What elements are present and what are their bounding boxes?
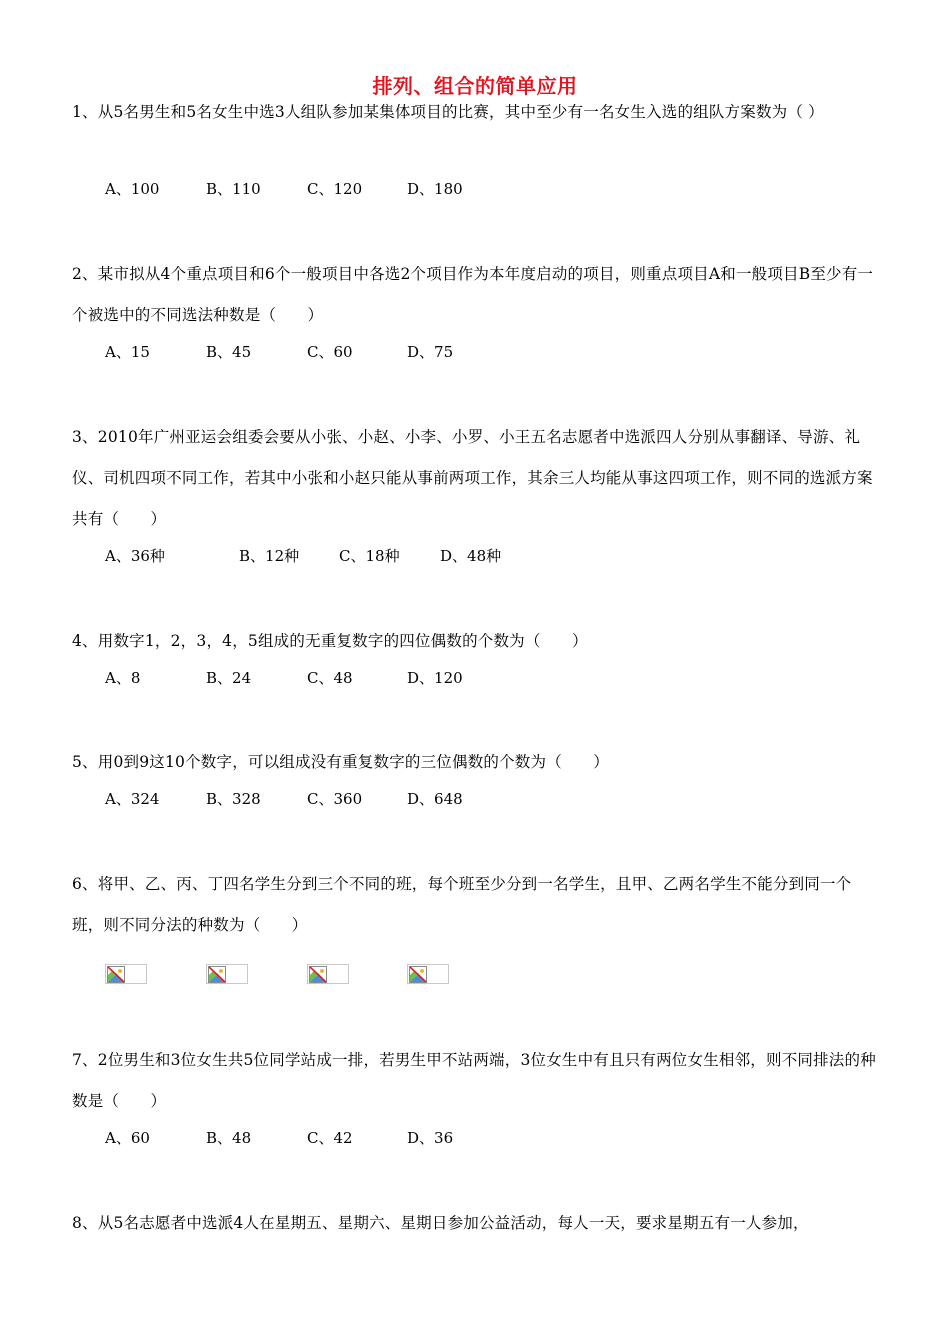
question-8 bbox=[72, 1203, 882, 1244]
option-b: B、24 bbox=[206, 669, 252, 687]
option-a: A、100 bbox=[105, 180, 160, 198]
option-a: A、15 bbox=[105, 343, 150, 361]
option-b: B、328 bbox=[206, 790, 261, 808]
question-3 bbox=[72, 417, 882, 540]
broken-image-icon bbox=[407, 964, 449, 984]
broken-image-icon bbox=[105, 964, 147, 984]
option-c: C、120 bbox=[307, 180, 363, 198]
page-title: 排列、组合的简单应用 bbox=[372, 74, 578, 98]
question-stem: 5、用0到9这10个数字，可以组成没有重复数字的三位偶数的个数为（ ） bbox=[72, 753, 610, 771]
question-5 bbox=[72, 742, 882, 783]
option-a: A、60 bbox=[105, 1129, 150, 1147]
broken-image-icon bbox=[206, 964, 248, 984]
question-stem: 4、用数字1，2，3，4，5组成的无重复数字的四位偶数的个数为（ ） bbox=[72, 632, 588, 650]
option-c: C、360 bbox=[307, 790, 363, 808]
question-stem: 1、从5名男生和5名女生中选3人组队参加某集体项目的比赛，其中至少有一名女生入选的组队方案数为（ ） bbox=[72, 103, 824, 121]
option-a: A、8 bbox=[105, 669, 141, 687]
option-b: B、12种 bbox=[239, 547, 300, 565]
option-c: C、42 bbox=[307, 1129, 353, 1147]
option-c: C、60 bbox=[307, 343, 353, 361]
broken-image-icon bbox=[307, 964, 349, 984]
question-stem: 2、某市拟从4个重点项目和6个一般项目中各选2个项目作为本年度启动的项目，则重点项目A和一般项目B至少有一个被选中的不同选法种数是（ ） bbox=[72, 265, 874, 324]
option-d: D、180 bbox=[407, 180, 463, 198]
option-b: B、48 bbox=[206, 1129, 252, 1147]
question-4 bbox=[72, 621, 882, 662]
question-stem: 3、2010年广州亚运会组委会要从小张、小赵、小李、小罗、小王五名志愿者中选派四人分别从事翻译、导游、礼仪、司机四项不同工作，若其中小张和小赵只能从事前两项工作，其余三人均能从事这四项工作，则不同的选派方案共有（ ） bbox=[72, 428, 873, 528]
question-stem: 6、将甲、乙、丙、丁四名学生分到三个不同的班，每个班至少分到一名学生，且甲、乙两名学生不能分到同一个班，则不同分法的种数为（ ） bbox=[72, 875, 852, 934]
option-b: B、110 bbox=[206, 180, 261, 198]
question-6 bbox=[72, 864, 882, 946]
option-d: D、120 bbox=[407, 669, 463, 687]
option-d: D、648 bbox=[407, 790, 463, 808]
option-d: D、75 bbox=[407, 343, 454, 361]
question-2 bbox=[72, 254, 882, 336]
question-stem: 8、从5名志愿者中选派4人在星期五、星期六、星期日参加公益活动，每人一天，要求星期五有一人参加， bbox=[72, 1214, 809, 1232]
option-c: C、18种 bbox=[339, 547, 400, 565]
question-stem: 7、2位男生和3位女生共5位同学站成一排，若男生甲不站两端，3位女生中有且只有两位女生相邻，则不同排法的种数是（ ） bbox=[72, 1051, 876, 1110]
question-1 bbox=[72, 92, 882, 133]
option-d: D、36 bbox=[407, 1129, 454, 1147]
option-a: A、324 bbox=[105, 790, 160, 808]
option-c: C、48 bbox=[307, 669, 353, 687]
question-7 bbox=[72, 1040, 882, 1122]
option-d: D、48种 bbox=[440, 547, 502, 565]
option-b: B、45 bbox=[206, 343, 252, 361]
option-a: A、36种 bbox=[105, 547, 165, 565]
